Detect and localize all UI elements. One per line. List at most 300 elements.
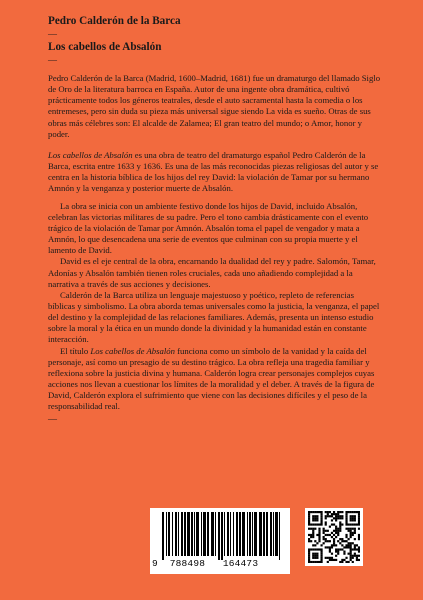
qr-module xyxy=(329,548,331,550)
qr-module xyxy=(337,548,339,550)
qr-module xyxy=(354,517,356,519)
qr-module xyxy=(318,523,320,525)
qr-module xyxy=(327,511,329,513)
qr-module xyxy=(345,534,347,536)
qr-module xyxy=(308,515,310,517)
qr-module xyxy=(350,532,352,534)
qr-module xyxy=(358,536,360,538)
qr-module xyxy=(339,548,341,550)
barcode-bar xyxy=(249,512,251,556)
qr-module xyxy=(333,538,335,540)
qr-module xyxy=(314,555,316,557)
synopsis-paragraph-5 xyxy=(48,346,382,413)
qr-module xyxy=(318,534,320,536)
qr-module xyxy=(314,548,316,550)
qr-module xyxy=(312,530,314,532)
qr-module xyxy=(310,534,312,536)
qr-module xyxy=(345,546,347,548)
qr-module xyxy=(318,532,320,534)
title-italic: Los cabellos de Absalón xyxy=(48,149,133,160)
qr-module xyxy=(350,551,352,553)
qr-module xyxy=(356,511,358,513)
qr-module xyxy=(331,515,333,517)
separator-dash: — xyxy=(48,413,57,424)
qr-module xyxy=(314,523,316,525)
qr-module xyxy=(331,513,333,515)
qr-module xyxy=(318,548,320,550)
qr-module xyxy=(356,523,358,525)
qr-module xyxy=(320,557,322,559)
qr-module xyxy=(312,523,314,525)
isbn-lead-digit: 9 xyxy=(152,558,158,569)
qr-module xyxy=(354,528,356,530)
qr-module xyxy=(308,557,310,559)
qr-module xyxy=(348,553,350,555)
qr-module xyxy=(310,528,312,530)
qr-module xyxy=(314,511,316,513)
qr-module xyxy=(345,517,347,519)
qr-module xyxy=(337,530,339,532)
qr-module xyxy=(350,519,352,521)
qr-module xyxy=(333,511,335,513)
qr-module xyxy=(337,515,339,517)
isbn-digits xyxy=(152,558,288,569)
qr-module xyxy=(352,523,354,525)
barcode-bar xyxy=(207,512,209,556)
barcode-bar xyxy=(218,512,220,560)
qr-module xyxy=(320,548,322,550)
qr-module xyxy=(320,544,322,546)
qr-module xyxy=(318,538,320,540)
qr-module xyxy=(316,548,318,550)
qr-module xyxy=(310,523,312,525)
qr-module xyxy=(339,530,341,532)
qr-module xyxy=(350,530,352,532)
qr-module xyxy=(358,521,360,523)
barcode-bar xyxy=(279,512,280,560)
qr-module xyxy=(345,519,347,521)
qr-module xyxy=(337,517,339,519)
qr-module xyxy=(352,548,354,550)
barcode-bar xyxy=(175,512,177,556)
qr-module xyxy=(350,553,352,555)
qr-module xyxy=(327,540,329,542)
qr-module xyxy=(333,544,335,546)
qr-module xyxy=(345,523,347,525)
qr-module xyxy=(352,519,354,521)
isbn-barcode xyxy=(150,508,290,574)
qr-module xyxy=(350,534,352,536)
qr-module xyxy=(333,559,335,561)
barcode-bar xyxy=(201,512,202,556)
qr-module xyxy=(329,557,331,559)
qr-module xyxy=(310,511,312,513)
qr-module xyxy=(352,557,354,559)
synopsis-paragraph-1 xyxy=(48,150,382,195)
synopsis-text: funciona como un símbolo de la vanidad y la caída del personaje, así como un presagio de su destino trágico. La obra refleja una tragedia familiar y reflexiona sobre la justicia divina y humana. Calderón logra crear personajes complejos cuyas acciones nos llevan a cuestionar los límites de la moralidad y el deber. A través de la figura de David, Calderón explora el sufrimiento que viene con las decisiones difíciles y el peso de la responsabilidad real. xyxy=(48,345,375,412)
qr-module xyxy=(310,548,312,550)
qr-module xyxy=(335,551,337,553)
qr-module xyxy=(320,553,322,555)
qr-module xyxy=(318,540,320,542)
qr-module xyxy=(352,517,354,519)
qr-module xyxy=(312,561,314,563)
qr-module xyxy=(329,515,331,517)
synopsis-paragraph-2: La obra se inicia con un ambiente festivo donde los hijos de David, incluido Absalón, celebran las victorias militares de su padre. Pero el tono cambia drásticamente con el evento trágico de la violación de Tamar por Amnón. Absalón toma el papel de vengador y mata a Amnón, lo que desencadena una serie de eventos que culminan con su propia muerte y el lamento de David. xyxy=(48,200,369,256)
qr-module xyxy=(341,523,343,525)
barcode-bar xyxy=(275,512,278,556)
qr-module xyxy=(335,544,337,546)
qr-module xyxy=(337,551,339,553)
qr-module xyxy=(325,523,327,525)
qr-module xyxy=(320,561,322,563)
qr-module xyxy=(345,521,347,523)
qr-module xyxy=(352,555,354,557)
qr-module xyxy=(327,561,329,563)
qr-module xyxy=(318,536,320,538)
qr-module xyxy=(314,553,316,555)
barcode-bar xyxy=(194,512,195,556)
qr-module xyxy=(312,555,314,557)
qr-module xyxy=(329,540,331,542)
barcode-bar xyxy=(166,512,167,556)
barcode-bar xyxy=(263,512,265,556)
qr-module xyxy=(339,538,341,540)
qr-module xyxy=(341,548,343,550)
qr-module xyxy=(335,513,337,515)
qr-module xyxy=(337,540,339,542)
barcode-bar xyxy=(230,512,231,556)
qr-module xyxy=(350,536,352,538)
qr-module xyxy=(335,530,337,532)
qr-module xyxy=(327,557,329,559)
qr-module xyxy=(343,551,345,553)
qr-module xyxy=(341,517,343,519)
qr-module xyxy=(308,517,310,519)
qr-module xyxy=(320,513,322,515)
qr-module xyxy=(358,519,360,521)
qr-module xyxy=(312,532,314,534)
synopsis-paragraph-4: Calderón de la Barca utiliza un lenguaje majestuoso y poético, repleto de referencias bíblicas y simbolismo. La obra aborda temas universales como la justicia, la venganza, el papel del destino y la complejidad de las relaciones familiares. Además, presenta un intenso estudio sobre la moral y la ética en un mundo donde la divinidad y la humanidad están en constante interacción. xyxy=(48,289,380,345)
qr-module xyxy=(310,561,312,563)
qr-module xyxy=(350,544,352,546)
qr-module xyxy=(333,534,335,536)
qr-module xyxy=(358,534,360,536)
qr-module xyxy=(308,513,310,515)
qr-module xyxy=(312,536,314,538)
qr-module xyxy=(316,511,318,513)
qr-module xyxy=(308,553,310,555)
qr-module xyxy=(339,515,341,517)
qr-module xyxy=(339,523,341,525)
qr-module xyxy=(348,530,350,532)
qr-module xyxy=(325,517,327,519)
qr-module xyxy=(348,561,350,563)
qr-module xyxy=(341,561,343,563)
qr-module xyxy=(343,559,345,561)
qr-module xyxy=(350,542,352,544)
qr-module xyxy=(320,511,322,513)
qr-module xyxy=(310,536,312,538)
qr-module xyxy=(345,540,347,542)
barcode-bar xyxy=(236,512,238,556)
qr-module xyxy=(327,534,329,536)
barcode-bar xyxy=(227,512,229,556)
qr-module xyxy=(345,515,347,517)
qr-module xyxy=(308,528,310,530)
qr-module xyxy=(339,542,341,544)
qr-module xyxy=(320,523,322,525)
qr-module xyxy=(325,534,327,536)
qr-module xyxy=(310,540,312,542)
qr-module xyxy=(314,528,316,530)
qr-module xyxy=(337,511,339,513)
qr-module xyxy=(356,557,358,559)
qr-module xyxy=(335,548,337,550)
qr-module xyxy=(316,555,318,557)
qr-module xyxy=(329,526,331,528)
qr-module xyxy=(358,513,360,515)
qr-module xyxy=(312,515,314,517)
qr-module xyxy=(308,538,310,540)
qr-module xyxy=(308,519,310,521)
qr-module xyxy=(358,523,360,525)
qr-module xyxy=(314,519,316,521)
qr-module xyxy=(331,544,333,546)
qr-module xyxy=(325,538,327,540)
qr-module xyxy=(312,528,314,530)
synopsis-text: El título xyxy=(60,345,91,356)
qr-module xyxy=(318,561,320,563)
qr-module xyxy=(345,561,347,563)
qr-module xyxy=(331,536,333,538)
qr-module xyxy=(348,544,350,546)
qr-module xyxy=(331,532,333,534)
qr-module xyxy=(345,528,347,530)
qr-module xyxy=(331,519,333,521)
qr-module xyxy=(316,553,318,555)
qr-module xyxy=(348,511,350,513)
barcode-bar xyxy=(162,512,164,560)
qr-module xyxy=(333,542,335,544)
qr-module xyxy=(308,559,310,561)
qr-module xyxy=(316,561,318,563)
barcode-bar xyxy=(187,512,190,556)
qr-module xyxy=(354,532,356,534)
qr-module xyxy=(329,534,331,536)
qr-module xyxy=(350,559,352,561)
qr-module xyxy=(356,559,358,561)
qr-module xyxy=(316,515,318,517)
qr-module xyxy=(341,538,343,540)
isbn-group-1: 788498 xyxy=(169,558,206,569)
barcode-bar xyxy=(215,512,216,556)
qr-module xyxy=(354,515,356,517)
qr-module xyxy=(356,555,358,557)
barcode-bar xyxy=(259,512,262,556)
qr-module xyxy=(333,540,335,542)
qr-module xyxy=(320,517,322,519)
barcode-bar xyxy=(191,512,193,556)
qr-module xyxy=(318,530,320,532)
qr-module xyxy=(329,511,331,513)
qr-module xyxy=(335,528,337,530)
qr-module xyxy=(335,515,337,517)
qr-module xyxy=(350,546,352,548)
qr-module xyxy=(354,548,356,550)
qr-module xyxy=(341,511,343,513)
qr-module xyxy=(333,523,335,525)
qr-module xyxy=(345,511,347,513)
qr-module xyxy=(312,534,314,536)
qr-module xyxy=(358,515,360,517)
separator-dash: — xyxy=(48,29,57,39)
qr-module xyxy=(314,557,316,559)
barcode-bar xyxy=(196,512,199,556)
qr-module xyxy=(358,528,360,530)
qr-module xyxy=(358,559,360,561)
qr-module xyxy=(350,515,352,517)
qr-module xyxy=(354,519,356,521)
qr-module xyxy=(327,513,329,515)
barcode-bar xyxy=(239,512,241,556)
qr-module xyxy=(337,528,339,530)
qr-module xyxy=(339,528,341,530)
qr-module xyxy=(356,544,358,546)
qr-module xyxy=(335,532,337,534)
qr-module xyxy=(325,540,327,542)
qr-module xyxy=(345,513,347,515)
qr-module xyxy=(323,532,325,534)
qr-module xyxy=(339,521,341,523)
barcode-bar xyxy=(203,512,206,556)
qr-module xyxy=(325,515,327,517)
barcode-bar xyxy=(168,512,170,556)
qr-module xyxy=(316,519,318,521)
qr-module xyxy=(352,561,354,563)
qr-module xyxy=(333,513,335,515)
qr-module xyxy=(312,548,314,550)
qr-module xyxy=(308,521,310,523)
qr-module xyxy=(318,511,320,513)
qr-module xyxy=(329,551,331,553)
qr-module xyxy=(314,561,316,563)
qr-module xyxy=(341,544,343,546)
qr-module xyxy=(323,536,325,538)
barcode-bar xyxy=(270,512,272,556)
qr-module xyxy=(308,548,310,550)
qr-module xyxy=(331,546,333,548)
qr-module xyxy=(320,521,322,523)
barcode-bar xyxy=(184,512,186,556)
barcode-bar xyxy=(252,512,253,556)
qr-module xyxy=(312,553,314,555)
qr-module xyxy=(352,534,354,536)
qr-module xyxy=(337,532,339,534)
qr-module xyxy=(333,530,335,532)
qr-module xyxy=(314,544,316,546)
qr-module xyxy=(333,517,335,519)
qr-module xyxy=(323,542,325,544)
barcode-bar xyxy=(172,512,173,556)
qr-module xyxy=(320,555,322,557)
qr-module xyxy=(331,559,333,561)
qr-module xyxy=(320,551,322,553)
synopsis-text: es una obra de teatro del dramaturgo español Pedro Calderón de la Barca, escrita entre 1633 y 1636. Es una de las más reconocidas piezas religiosas del autor y se centra en la historia bíblica de los hijos del rey David: la violación de Tamar por su hermano Amnón y la venganza y posterior muerte de Absalón. xyxy=(48,149,379,194)
qr-module xyxy=(352,542,354,544)
qr-module xyxy=(323,528,325,530)
qr-code-pattern xyxy=(308,511,360,563)
qr-module xyxy=(329,559,331,561)
qr-module xyxy=(352,528,354,530)
qr-module xyxy=(352,532,354,534)
qr-module xyxy=(350,555,352,557)
separator-dash: — xyxy=(48,55,57,65)
qr-module xyxy=(327,515,329,517)
barcode-bar xyxy=(273,512,274,556)
qr-module xyxy=(358,517,360,519)
qr-module xyxy=(335,536,337,538)
qr-module xyxy=(350,548,352,550)
qr-module xyxy=(308,561,310,563)
qr-module xyxy=(343,546,345,548)
qr-module xyxy=(339,511,341,513)
barcode-bar xyxy=(242,512,245,556)
qr-module xyxy=(352,515,354,517)
qr-module xyxy=(335,519,337,521)
barcode-bar xyxy=(233,512,234,556)
author-bio: Pedro Calderón de la Barca (Madrid, 1600–Madrid, 1681) fue un dramaturgo del llamado Siglo de Oro de la literatura barroca en España. Autor de una ingente obra dramática, cultivó prácticamente todos los géneros teatrales, desde el auto sacramental hasta la comedia o los entremeses, pero sin duda su pieza más universal sigue siendo La vida es sueño. Otras de sus obras más célebres son: El alcalde de Zalamea; El gran teatro del mundo; o Amor, honor y poder. xyxy=(48,73,381,139)
qr-module xyxy=(308,511,310,513)
qr-module xyxy=(348,546,350,548)
qr-module xyxy=(337,513,339,515)
qr-module xyxy=(350,511,352,513)
qr-module xyxy=(331,523,333,525)
title-italic: Los cabellos de Absalón xyxy=(90,345,175,356)
qr-module xyxy=(318,528,320,530)
qr-module xyxy=(308,523,310,525)
qr-module xyxy=(314,540,316,542)
barcode-bar xyxy=(266,512,268,556)
qr-code xyxy=(305,508,363,566)
qr-module xyxy=(354,538,356,540)
qr-module xyxy=(354,553,356,555)
qr-module xyxy=(348,542,350,544)
qr-module xyxy=(356,548,358,550)
qr-module xyxy=(335,517,337,519)
qr-module xyxy=(350,523,352,525)
qr-module xyxy=(337,553,339,555)
qr-module xyxy=(339,526,341,528)
qr-module xyxy=(345,536,347,538)
qr-module xyxy=(358,511,360,513)
barcode-bar xyxy=(254,512,257,556)
qr-module xyxy=(316,534,318,536)
qr-module xyxy=(312,519,314,521)
qr-module xyxy=(348,538,350,540)
qr-module xyxy=(325,511,327,513)
qr-module xyxy=(320,559,322,561)
qr-module xyxy=(339,517,341,519)
isbn-group-2: 164473 xyxy=(222,558,259,569)
qr-module xyxy=(341,559,343,561)
qr-module xyxy=(327,546,329,548)
qr-module xyxy=(316,557,318,559)
barcode-bar xyxy=(181,512,183,556)
qr-module xyxy=(312,544,314,546)
book-title: Los cabellos de Absalón xyxy=(48,41,162,53)
barcode-bar xyxy=(211,512,214,556)
